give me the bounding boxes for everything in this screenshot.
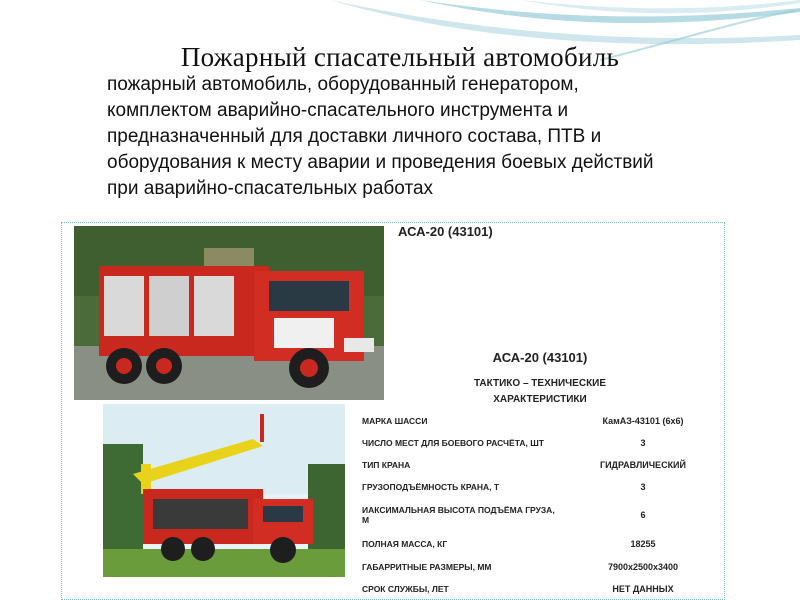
spec-row xyxy=(362,476,718,498)
spec-row xyxy=(362,498,718,532)
spec-key: ТИП КРАНА xyxy=(362,460,411,470)
spec-row xyxy=(362,532,718,556)
spec-row xyxy=(362,454,718,476)
model-label: АСА-20 (43101) xyxy=(492,350,588,365)
spec-value: КамАЗ-43101 (6х6) xyxy=(602,416,684,426)
spec-value: ГИДРАВЛИЧЕСКИЙ xyxy=(599,460,686,470)
specs-table xyxy=(362,410,718,600)
spec-key: ЧИСЛО МЕСТ ДЛЯ БОЕВОГО РАСЧЁТА, ШТ xyxy=(362,438,544,448)
spec-key: ГАБАРРИТНЫЕ РАЗМЕРЫ, ММ xyxy=(362,562,492,572)
crane-truck-photo xyxy=(103,404,345,577)
spec-key: ИАКСИМАЛЬНАЯ ВЫСОТА ПОДЪЁМА ГРУЗА, М xyxy=(362,505,555,525)
spec-key: ПОЛНАЯ МАССА, КГ xyxy=(362,539,448,549)
spec-row xyxy=(362,578,718,600)
vehicle-description: пожарный автомобиль, оборудованный генератором, комплектом аварийно-спасательного инструмента и предназначенный для доставки личного состава, ПТВ и оборудования к месту аварии и проведения боевых действий при аварийно-спасательных работах xyxy=(107,74,654,199)
spec-row xyxy=(362,410,718,432)
spec-value: 6 xyxy=(640,510,646,520)
spec-value: 3 xyxy=(640,482,646,492)
truck-photo-front xyxy=(74,226,384,400)
spec-row xyxy=(362,432,718,454)
spec-key: МАРКА ШАССИ xyxy=(362,416,428,426)
spec-row xyxy=(362,556,718,578)
spec-value: 7900х2500х3400 xyxy=(607,562,679,572)
page-title: Пожарный спасательный автомобиль xyxy=(180,42,620,72)
spec-key: СРОК СЛУЖБЫ, ЛЕТ xyxy=(362,584,449,594)
specs-heading: ТАКТИКО – ТЕХНИЧЕСКИЕ ХАРАКТЕРИСТИКИ xyxy=(473,378,607,405)
spec-value: 18255 xyxy=(630,539,656,549)
model-label-top: АСА-20 (43101) xyxy=(398,224,493,239)
spec-value: 3 xyxy=(640,438,646,448)
spec-value: НЕТ ДАННЫХ xyxy=(612,584,674,594)
spec-key: ГРУЗОПОДЪЁМНОСТЬ КРАНА, Т xyxy=(362,482,500,492)
